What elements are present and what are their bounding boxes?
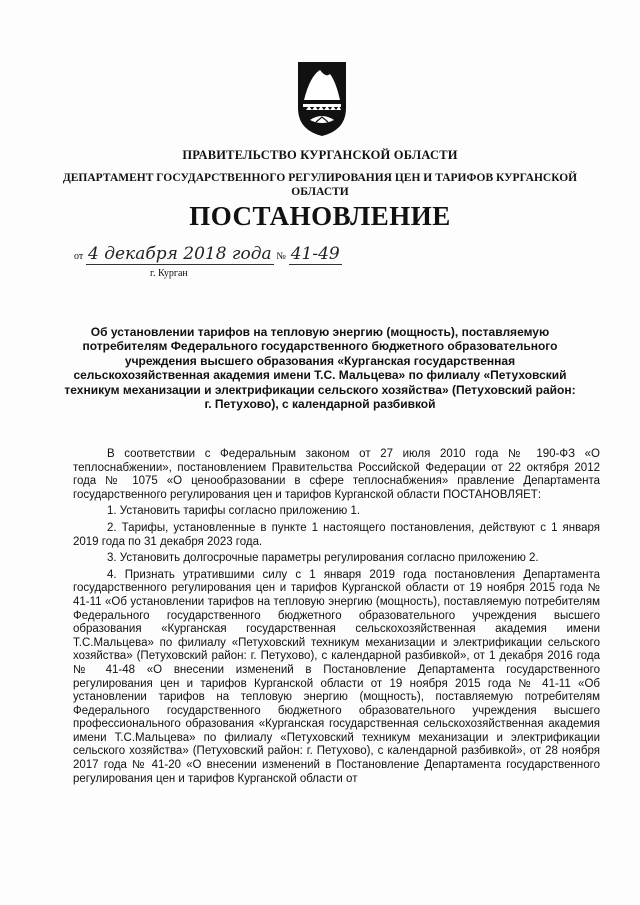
item-4-paragraph: 4. Признать утратившими силу с 1 января 2019 года постановления Департамента государственного регулирования цен и тарифов Курганской области от 19 ноября 2015 года № 41-11 «Об установлении тарифов на тепловую энергию (мощность), поставляемую потребителям Федерального государственного бюджетного образовательного учреждения высшего образования «Курганская государственная сельскохозяйственная академия имени Т.С.Мальцева» по филиалу «Петуховский техникум механизации и электрификации сельского хозяйства» (Петуховский район: г. Петухово), с календарной разбивкой», от 1 декабря 2016 года № 41-48 «О внесении изменений в Постановление Департамента государственного регулирования цен и тарифов Курганской области от 19 ноября 2015 года № 41-11 «Об установлении тарифов на тепловую энергию (мощность), поставляемую потребителям Федерального государственного бюджетного образовательного учреждения высшего профессионального образования «Курганская государственная сельскохозяйственная академия имени Т.С.Мальцева» по филиалу «Петуховский техникум механизации и электрификации сельского хозяйства» (Петуховский район: г. Петухово), с календарной разбивкой», от 28 ноября 2017 года № 41-20 «О внесении изменений в Постановление Департамента государственного регулирования цен и тарифов Курганской области от [73, 568, 600, 785]
number-label: № [276, 251, 286, 262]
city-label: г. Курган [150, 268, 188, 279]
document-title: Об установлении тарифов на тепловую энергию (мощность), поставляемую потребителям Федерального государственного бюджетного образовательного учреждения высшего образования «Курганская государственная сельскохозяйственная академия имени Т.С. Мальцева» по филиалу «Петуховский техникум механизации и электрификации сельского хозяйства» (Петуховский район: г. Петухово), с календарной разбивкой [64, 325, 576, 412]
document-type-heading: ПОСТАНОВЛЕНИЕ [189, 201, 451, 231]
number-handwritten: 41-49 [290, 244, 340, 264]
date-from-label: от [74, 251, 84, 262]
department-heading: ДЕПАРТАМЕНТ ГОСУДАРСТВЕННОГО РЕГУЛИРОВАНИЯ ЦЕН И ТАРИФОВ КУРГАНСКОЙ ОБЛАСТИ [62, 172, 578, 198]
dateline [74, 244, 342, 264]
item-1-paragraph: 1. Установить тарифы согласно приложению 1. [107, 505, 361, 518]
preamble-paragraph: В соответствии с Федеральным законом от 27 июля 2010 года № 190-ФЗ «О теплоснабжении», постановлением Правительства Российской Федерации от 22 октября 2012 года № 1075 «О ценообразовании в сфере теплоснабжения» правление Департамента государственного регулирования цен и тарифов Курганской области ПОСТАНОВЛЯЕТ: [73, 448, 600, 501]
item-3-paragraph: 3. Установить долгосрочные параметры регулирования согласно приложению 2. [107, 552, 539, 565]
date-handwritten: 4 декабря 2018 года [88, 244, 272, 264]
government-heading: ПРАВИТЕЛЬСТВО КУРГАНСКОЙ ОБЛАСТИ [182, 148, 458, 162]
coat-of-arms-emblem [296, 60, 348, 138]
item-2-paragraph: 2. Тарифы, установленные в пункте 1 настоящего постановления, действуют с 1 января 2019 года по 31 декабря 2023 года. [73, 521, 600, 548]
document-body [73, 448, 600, 786]
